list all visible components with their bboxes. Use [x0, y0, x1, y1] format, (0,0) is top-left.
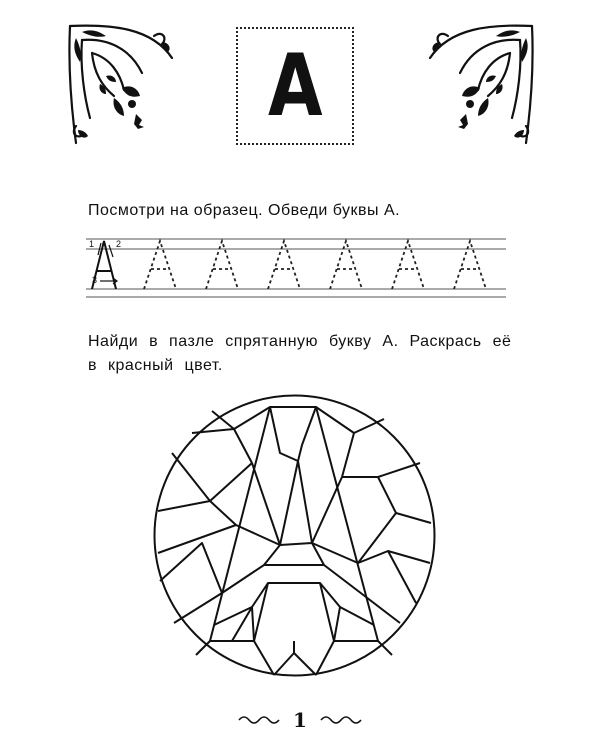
dotted-letter-a — [330, 241, 362, 289]
puzzle-instruction: Найди в пазле спрятанную букву А. Раскрась её в красный цвет. — [88, 333, 512, 374]
letter-tracing-row — [86, 233, 506, 303]
inner-triangle — [280, 461, 312, 545]
dotted-letter-a — [392, 241, 424, 289]
corner-ornament-left-icon — [62, 18, 182, 148]
wave-ornament-left-icon — [237, 714, 281, 726]
dotted-letter-a — [454, 241, 486, 289]
corner-ornament-right-icon — [420, 18, 540, 148]
big-letter: А — [267, 36, 323, 136]
dotted-letter-a — [206, 241, 238, 289]
page-footer — [0, 708, 600, 732]
stroke-number-3: 3 — [92, 275, 98, 285]
puzzle-circle — [155, 396, 435, 676]
trace-instruction: Посмотри на образец. Обведи буквы А. — [88, 202, 401, 219]
page-number: 1 — [293, 708, 307, 732]
dotted-letter-a — [144, 241, 176, 289]
letter-frame — [236, 27, 354, 145]
stroke-number-1: 1 — [89, 239, 95, 249]
stroke-number-2: 2 — [116, 239, 122, 249]
dotted-letter-a — [268, 241, 300, 289]
wave-ornament-right-icon — [319, 714, 363, 726]
mosaic-puzzle — [152, 393, 437, 678]
